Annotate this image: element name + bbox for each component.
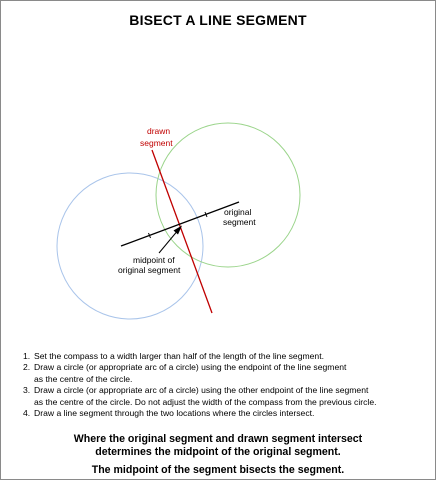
step-item [23, 385, 428, 408]
left-compass-circle [57, 173, 203, 319]
original-segment-label-line2: segment [223, 217, 256, 227]
step-text: Set the compass to a width larger than half of the length of the line segment. [34, 351, 324, 361]
page-title: BISECT A LINE SEGMENT [129, 12, 307, 28]
conclusion-line1: Where the original segment and drawn segment intersect [73, 433, 363, 445]
drawn-segment-label-line2: segment [140, 138, 173, 148]
step-item [23, 362, 428, 385]
right-compass-circle [156, 123, 300, 267]
step-text: Draw a circle (or appropriate arc of a circle) using the other endpoint of the line segment [34, 385, 369, 396]
step-text-continued: as the centre of the circle. [34, 373, 133, 384]
step-number: 4. [23, 408, 31, 419]
step-text: Draw a line segment through the two locations where the circles intersect. [34, 408, 315, 419]
instruction-steps [23, 351, 428, 419]
step-number: 3. [23, 385, 31, 396]
step-item [23, 408, 428, 419]
midpoint-label-line1: midpoint of [133, 255, 175, 265]
step-item [23, 351, 428, 362]
bisect-diagram [1, 1, 435, 346]
conclusion-text [1, 433, 435, 477]
drawn-segment-label-line1: drawn [147, 126, 171, 136]
midpoint-arrowhead [174, 226, 183, 235]
midpoint-label-line2: original segment [118, 265, 181, 275]
conclusion-line2: The midpoint of the segment bisects the segment. [91, 464, 345, 477]
step-text-continued: as the centre of the circle. Do not adjust the width of the compass from the previous circle. [34, 396, 377, 407]
conclusion-line1b: determines the midpoint of the original segment. [95, 445, 341, 458]
original-segment [121, 202, 239, 246]
step-number: 2. [23, 362, 31, 373]
step-number: 1. [23, 351, 31, 361]
step-text: Draw a circle (or appropriate arc of a circle) using the endpoint of the line segment [34, 362, 347, 373]
original-segment-label-line1: original [224, 207, 252, 217]
